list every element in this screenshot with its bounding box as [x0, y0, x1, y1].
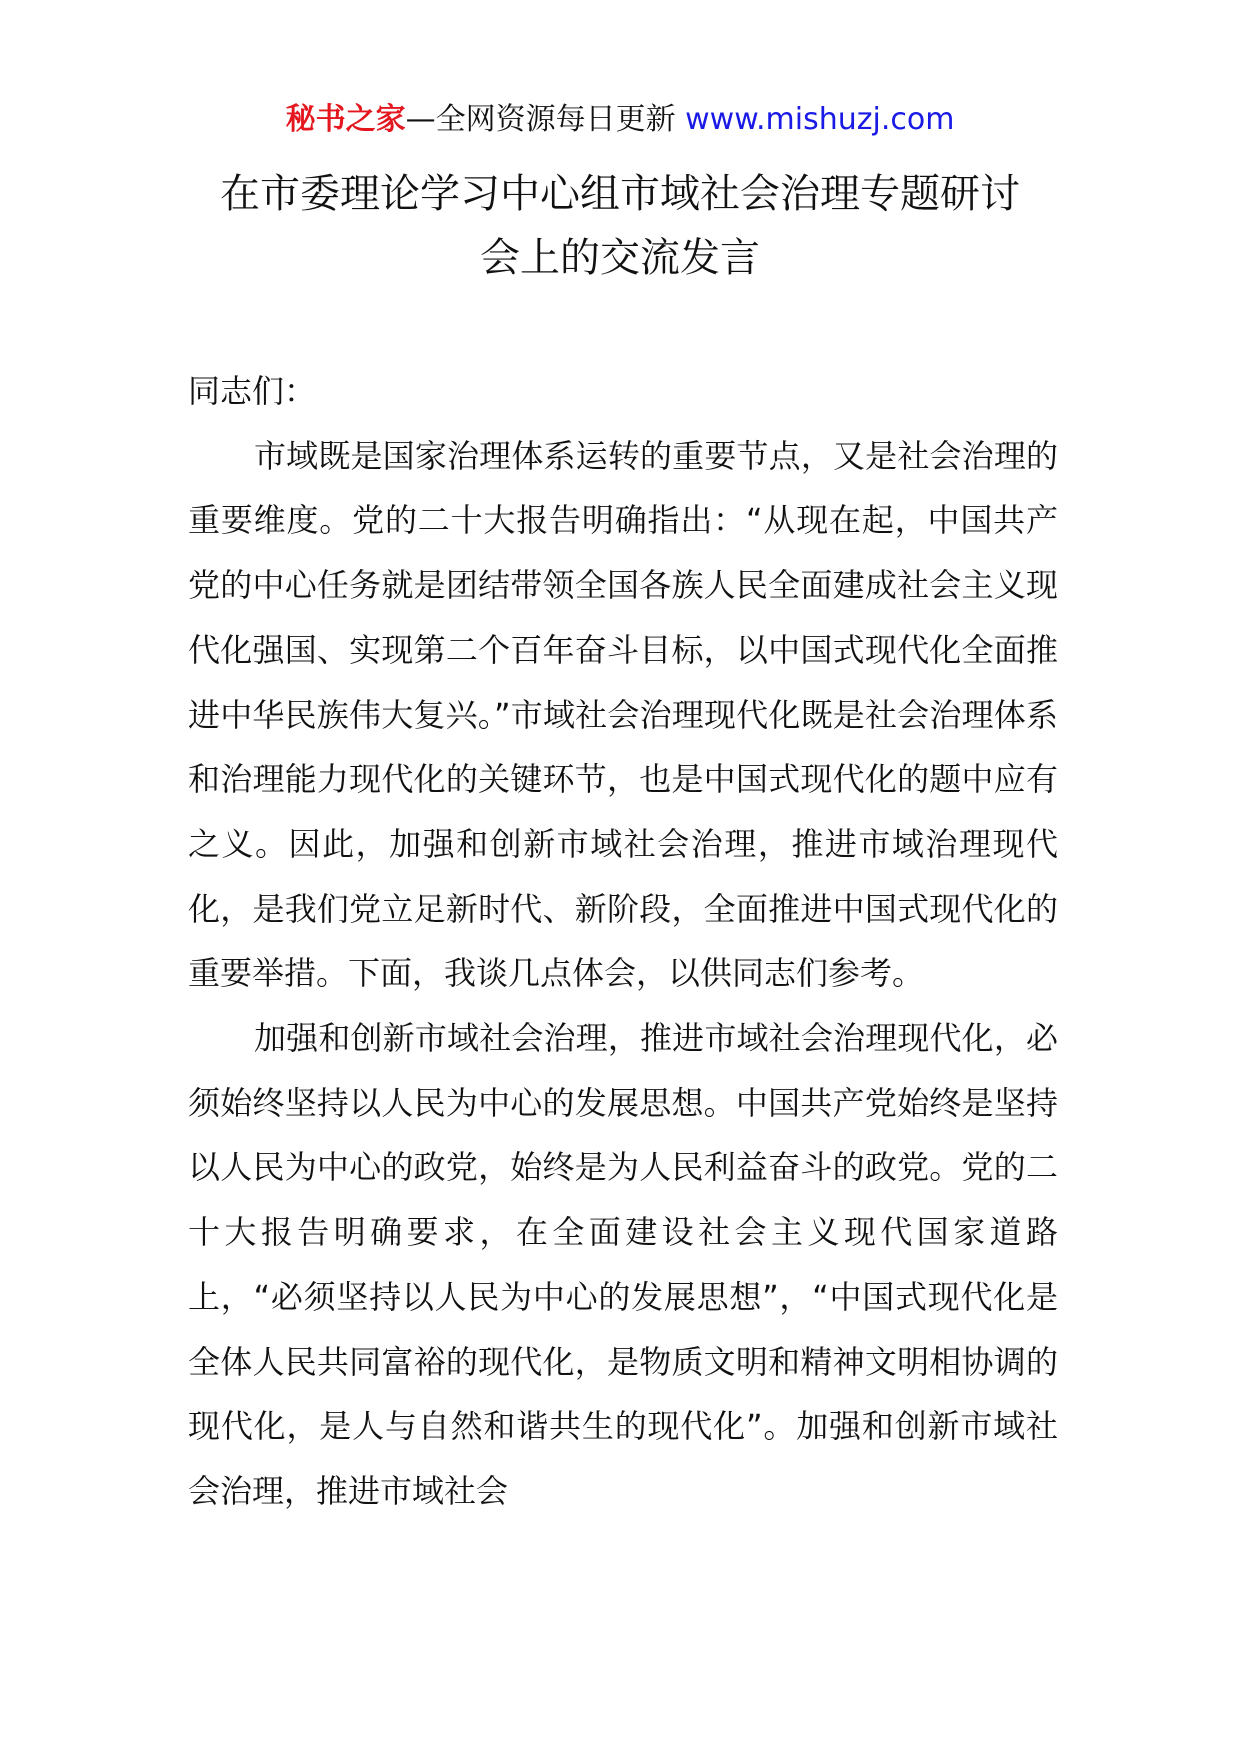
salutation: 同志们：	[188, 372, 317, 410]
document-title	[160, 162, 1080, 290]
paragraph-2: 加强和创新市域社会治理，推进市域社会治理现代化，必须始终坚持以人民为中心的发展思想。中国共产党始终是坚持以人民为中心的政党，始终是为人民利益奋斗的政党。党的二十大报告明确要求，在全面建设社会主义现代国家道路上，“必须坚持以人民为中心的发展思想”，“中国式现代化是全体人民共同富裕的现代化，是物质文明和精神文明相协调的现代化，是人与自然和谐共生的现代化”。加强和创新市域社会治理，推进市域社会	[188, 1019, 1058, 1510]
header-banner	[0, 100, 1240, 140]
document-title-line-2: 会上的交流发言	[480, 235, 760, 281]
document-body	[188, 359, 1058, 1524]
paragraph-1: 市域既是国家治理体系运转的重要节点，又是社会治理的重要维度。党的二十大报告明确指出：“从现在起，中国共产党的中心任务就是团结带领全国各族人民全面建成社会主义现代化强国、实现第二个百年奋斗目标，以中国式现代化全面推进中华民族伟大复兴。”市域社会治理现代化既是社会治理体系和治理能力现代化的关键环节，也是中国式现代化的题中应有之义。因此，加强和创新市域社会治理，推进市域治理现代化，是我们党立足新时代、新阶段，全面推进中国式现代化的重要举措。下面，我谈几点体会，以供同志们参考。	[188, 436, 1058, 993]
brand-slogan: —全网资源每日更新	[405, 102, 676, 137]
site-link[interactable]: www.mishuzj.com	[685, 102, 955, 137]
document-title-line-1: 在市委理论学习中心组市域社会治理专题研讨	[220, 171, 1020, 217]
brand-name: 秘书之家	[285, 102, 406, 137]
